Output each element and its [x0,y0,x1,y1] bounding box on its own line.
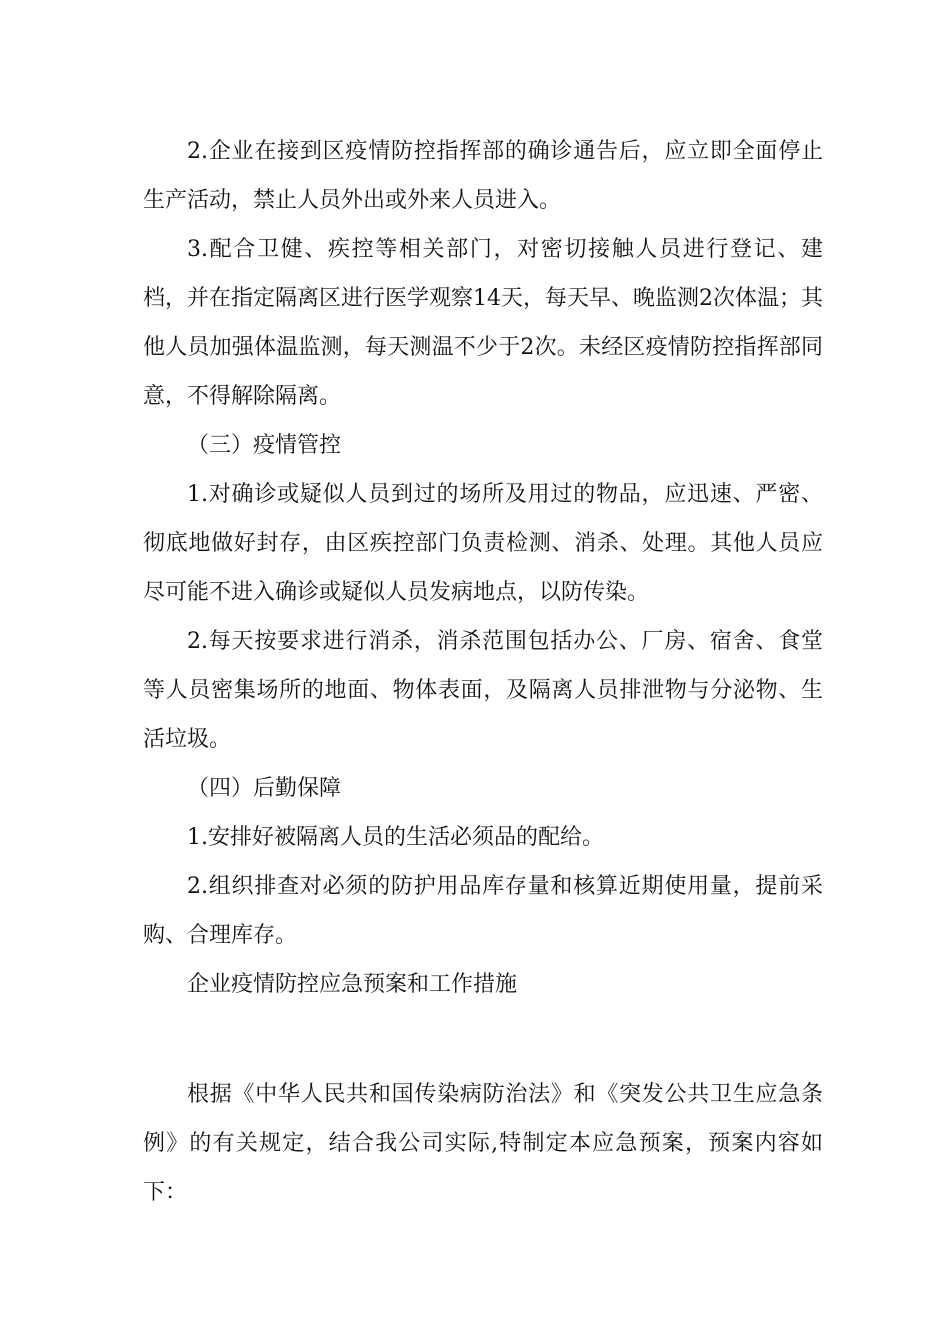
document-body [143,127,823,1217]
paragraph-item-3-isolation: 3.配合卫健、疾控等相关部门，对密切接触人员进行登记、建档，并在指定隔离区进行医学观察14天，每天早、晚监测2次体温；其他人员加强体温监测，每天测温不少于2次。未经区疫情防控指挥部同意，不得解除隔离。 [143,237,823,409]
paragraph-item-1-sealing: 1.对确诊或疑似人员到过的场所及用过的物品，应迅速、严密、彻底地做好封存，由区疾控部门负责检测、消杀、处理。其他人员应尽可能不进入确诊或疑似人员发病地点，以防传染。 [143,482,823,605]
paragraph-item-2-disinfection: 2.每天按要求进行消杀，消杀范围包括办公、厂房、宿舍、食堂等人员密集场所的地面、物体表面，及隔离人员排泄物与分泌物、生活垃圾。 [143,629,823,752]
section-heading-logistics: （四）后勤保障 [187,776,342,801]
section-gap [143,1009,823,1070]
paragraph-intro: 根据《中华人民共和国传染病防治法》和《突发公共卫生应急条例》的有关规定，结合我公司实际,特制定本应急预案，预案内容如下： [143,1082,823,1205]
paragraph-item-1-supplies: 1.安排好被隔离人员的生活必须品的配给。 [187,825,604,850]
paragraph-item-2-procurement: 2.组织排查对必须的防护用品库存量和核算近期使用量，提前采购、合理库存。 [143,874,823,948]
paragraph-item-2-shutdown: 2.企业在接到区疫情防控指挥部的确诊通告后，应立即全面停止生产活动，禁止人员外出或外来人员进入。 [143,139,823,213]
section-heading-epidemic-control: （三）疫情管控 [187,433,342,458]
document-title: 企业疫情防控应急预案和工作措施 [187,972,518,997]
